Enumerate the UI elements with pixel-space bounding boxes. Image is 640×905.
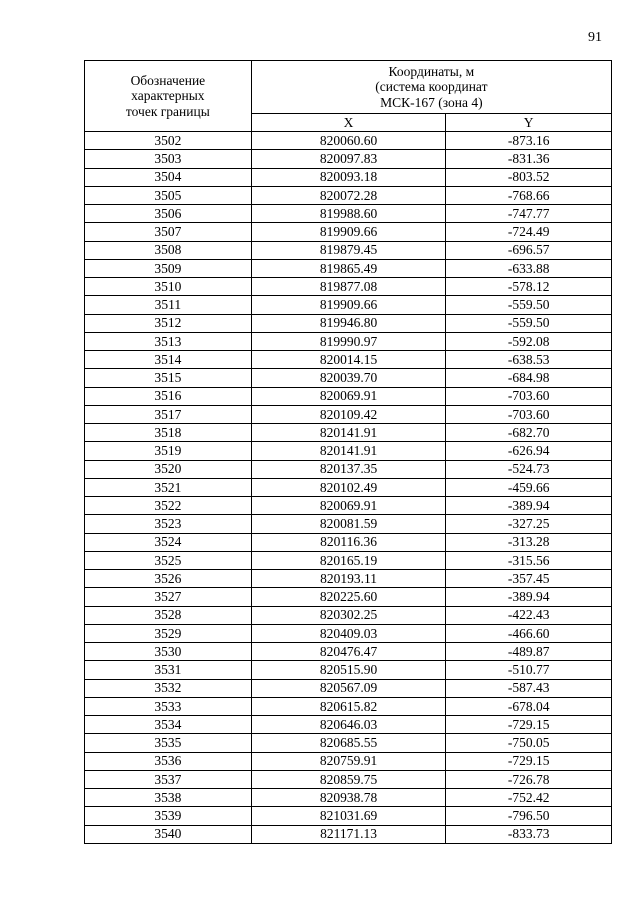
y-coordinate-cell: -510.77 bbox=[446, 661, 612, 679]
y-coordinate-cell: -524.73 bbox=[446, 460, 612, 478]
point-id-cell: 3517 bbox=[85, 405, 252, 423]
x-coordinate-cell: 820515.90 bbox=[251, 661, 446, 679]
table-header bbox=[85, 61, 612, 132]
table-row bbox=[85, 661, 612, 679]
x-coordinate-cell: 820302.25 bbox=[251, 606, 446, 624]
y-coordinate-cell: -422.43 bbox=[446, 606, 612, 624]
table-row bbox=[85, 132, 612, 150]
point-id-cell: 3533 bbox=[85, 697, 252, 715]
x-coordinate-cell: 820859.75 bbox=[251, 770, 446, 788]
point-id-cell: 3539 bbox=[85, 807, 252, 825]
y-coordinate-cell: -389.94 bbox=[446, 497, 612, 515]
table-row bbox=[85, 314, 612, 332]
y-coordinate-cell: -726.78 bbox=[446, 770, 612, 788]
y-coordinate-cell: -729.15 bbox=[446, 752, 612, 770]
point-id-cell: 3510 bbox=[85, 278, 252, 296]
x-coordinate-cell: 820409.03 bbox=[251, 624, 446, 642]
y-coordinate-cell: -696.57 bbox=[446, 241, 612, 259]
table-row bbox=[85, 770, 612, 788]
y-coordinate-cell: -578.12 bbox=[446, 278, 612, 296]
table-row bbox=[85, 825, 612, 843]
table-row bbox=[85, 697, 612, 715]
table-row bbox=[85, 497, 612, 515]
table-row bbox=[85, 351, 612, 369]
y-coordinate-cell: -724.49 bbox=[446, 223, 612, 241]
point-id-cell: 3512 bbox=[85, 314, 252, 332]
y-coordinate-cell: -703.60 bbox=[446, 405, 612, 423]
y-coordinate-cell: -873.16 bbox=[446, 132, 612, 150]
point-id-cell: 3522 bbox=[85, 497, 252, 515]
table-row bbox=[85, 606, 612, 624]
y-coordinate-cell: -559.50 bbox=[446, 296, 612, 314]
x-coordinate-cell: 820476.47 bbox=[251, 643, 446, 661]
y-coordinate-cell: -559.50 bbox=[446, 314, 612, 332]
x-coordinate-cell: 819877.08 bbox=[251, 278, 446, 296]
x-coordinate-cell: 821031.69 bbox=[251, 807, 446, 825]
point-id-cell: 3507 bbox=[85, 223, 252, 241]
point-id-cell: 3520 bbox=[85, 460, 252, 478]
point-id-cell: 3531 bbox=[85, 661, 252, 679]
point-id-cell: 3513 bbox=[85, 332, 252, 350]
table-row bbox=[85, 624, 612, 642]
table-row bbox=[85, 588, 612, 606]
point-id-cell: 3540 bbox=[85, 825, 252, 843]
x-coordinate-cell: 819879.45 bbox=[251, 241, 446, 259]
point-id-cell: 3526 bbox=[85, 570, 252, 588]
table-row bbox=[85, 259, 612, 277]
table-row bbox=[85, 332, 612, 350]
table-row bbox=[85, 752, 612, 770]
x-coordinate-cell: 820102.49 bbox=[251, 478, 446, 496]
point-id-cell: 3537 bbox=[85, 770, 252, 788]
x-coordinate-cell: 820081.59 bbox=[251, 515, 446, 533]
y-coordinate-cell: -357.45 bbox=[446, 570, 612, 588]
table-row bbox=[85, 241, 612, 259]
header-coordinates: Координаты, м (система координат МСК-167 (зона 4) bbox=[251, 61, 611, 114]
table-row bbox=[85, 460, 612, 478]
table-row bbox=[85, 278, 612, 296]
x-coordinate-cell: 820116.36 bbox=[251, 533, 446, 551]
point-id-cell: 3514 bbox=[85, 351, 252, 369]
table-row bbox=[85, 533, 612, 551]
point-id-cell: 3521 bbox=[85, 478, 252, 496]
table-body bbox=[85, 132, 612, 844]
point-id-cell: 3528 bbox=[85, 606, 252, 624]
header-y: Y bbox=[446, 114, 612, 132]
point-id-cell: 3506 bbox=[85, 205, 252, 223]
page-number: 91 bbox=[588, 30, 602, 45]
header-points: Обозначение характерных точек границы bbox=[85, 61, 252, 132]
table-row bbox=[85, 205, 612, 223]
x-coordinate-cell: 820014.15 bbox=[251, 351, 446, 369]
y-coordinate-cell: -633.88 bbox=[446, 259, 612, 277]
x-coordinate-cell: 819909.66 bbox=[251, 296, 446, 314]
point-id-cell: 3536 bbox=[85, 752, 252, 770]
y-coordinate-cell: -803.52 bbox=[446, 168, 612, 186]
table-row bbox=[85, 223, 612, 241]
table-row bbox=[85, 387, 612, 405]
x-coordinate-cell: 821171.13 bbox=[251, 825, 446, 843]
table-row bbox=[85, 369, 612, 387]
y-coordinate-cell: -831.36 bbox=[446, 150, 612, 168]
y-coordinate-cell: -592.08 bbox=[446, 332, 612, 350]
table-row bbox=[85, 186, 612, 204]
table-row bbox=[85, 716, 612, 734]
y-coordinate-cell: -315.56 bbox=[446, 551, 612, 569]
table-row bbox=[85, 551, 612, 569]
point-id-cell: 3508 bbox=[85, 241, 252, 259]
x-coordinate-cell: 820225.60 bbox=[251, 588, 446, 606]
table-row bbox=[85, 515, 612, 533]
x-coordinate-cell: 819865.49 bbox=[251, 259, 446, 277]
point-id-cell: 3509 bbox=[85, 259, 252, 277]
point-id-cell: 3524 bbox=[85, 533, 252, 551]
x-coordinate-cell: 820097.83 bbox=[251, 150, 446, 168]
x-coordinate-cell: 820165.19 bbox=[251, 551, 446, 569]
point-id-cell: 3516 bbox=[85, 387, 252, 405]
point-id-cell: 3503 bbox=[85, 150, 252, 168]
y-coordinate-cell: -752.42 bbox=[446, 789, 612, 807]
point-id-cell: 3530 bbox=[85, 643, 252, 661]
table-row bbox=[85, 296, 612, 314]
table-row bbox=[85, 734, 612, 752]
y-coordinate-cell: -313.28 bbox=[446, 533, 612, 551]
table-row bbox=[85, 789, 612, 807]
point-id-cell: 3505 bbox=[85, 186, 252, 204]
point-id-cell: 3525 bbox=[85, 551, 252, 569]
point-id-cell: 3527 bbox=[85, 588, 252, 606]
table-row bbox=[85, 478, 612, 496]
y-coordinate-cell: -703.60 bbox=[446, 387, 612, 405]
y-coordinate-cell: -750.05 bbox=[446, 734, 612, 752]
y-coordinate-cell: -466.60 bbox=[446, 624, 612, 642]
y-coordinate-cell: -747.77 bbox=[446, 205, 612, 223]
y-coordinate-cell: -768.66 bbox=[446, 186, 612, 204]
point-id-cell: 3532 bbox=[85, 679, 252, 697]
table-row bbox=[85, 570, 612, 588]
x-coordinate-cell: 820072.28 bbox=[251, 186, 446, 204]
x-coordinate-cell: 820093.18 bbox=[251, 168, 446, 186]
table-row bbox=[85, 168, 612, 186]
x-coordinate-cell: 820039.70 bbox=[251, 369, 446, 387]
table-row bbox=[85, 807, 612, 825]
x-coordinate-cell: 819988.60 bbox=[251, 205, 446, 223]
y-coordinate-cell: -684.98 bbox=[446, 369, 612, 387]
table-row bbox=[85, 643, 612, 661]
point-id-cell: 3504 bbox=[85, 168, 252, 186]
y-coordinate-cell: -389.94 bbox=[446, 588, 612, 606]
table-row bbox=[85, 424, 612, 442]
x-coordinate-cell: 820069.91 bbox=[251, 387, 446, 405]
table-row bbox=[85, 442, 612, 460]
y-coordinate-cell: -729.15 bbox=[446, 716, 612, 734]
x-coordinate-cell: 819990.97 bbox=[251, 332, 446, 350]
x-coordinate-cell: 820137.35 bbox=[251, 460, 446, 478]
x-coordinate-cell: 819946.80 bbox=[251, 314, 446, 332]
x-coordinate-cell: 820060.60 bbox=[251, 132, 446, 150]
x-coordinate-cell: 820193.11 bbox=[251, 570, 446, 588]
x-coordinate-cell: 820141.91 bbox=[251, 424, 446, 442]
x-coordinate-cell: 820685.55 bbox=[251, 734, 446, 752]
x-coordinate-cell: 820109.42 bbox=[251, 405, 446, 423]
y-coordinate-cell: -678.04 bbox=[446, 697, 612, 715]
x-coordinate-cell: 820567.09 bbox=[251, 679, 446, 697]
point-id-cell: 3511 bbox=[85, 296, 252, 314]
point-id-cell: 3502 bbox=[85, 132, 252, 150]
point-id-cell: 3518 bbox=[85, 424, 252, 442]
x-coordinate-cell: 820069.91 bbox=[251, 497, 446, 515]
y-coordinate-cell: -327.25 bbox=[446, 515, 612, 533]
point-id-cell: 3529 bbox=[85, 624, 252, 642]
y-coordinate-cell: -796.50 bbox=[446, 807, 612, 825]
x-coordinate-cell: 820141.91 bbox=[251, 442, 446, 460]
y-coordinate-cell: -626.94 bbox=[446, 442, 612, 460]
table-row bbox=[85, 405, 612, 423]
point-id-cell: 3519 bbox=[85, 442, 252, 460]
point-id-cell: 3523 bbox=[85, 515, 252, 533]
coordinates-table bbox=[84, 60, 612, 844]
y-coordinate-cell: -638.53 bbox=[446, 351, 612, 369]
point-id-cell: 3538 bbox=[85, 789, 252, 807]
y-coordinate-cell: -489.87 bbox=[446, 643, 612, 661]
point-id-cell: 3535 bbox=[85, 734, 252, 752]
x-coordinate-cell: 820938.78 bbox=[251, 789, 446, 807]
x-coordinate-cell: 820759.91 bbox=[251, 752, 446, 770]
table-row bbox=[85, 150, 612, 168]
table-row bbox=[85, 679, 612, 697]
y-coordinate-cell: -682.70 bbox=[446, 424, 612, 442]
x-coordinate-cell: 819909.66 bbox=[251, 223, 446, 241]
header-x: X bbox=[251, 114, 446, 132]
x-coordinate-cell: 820615.82 bbox=[251, 697, 446, 715]
point-id-cell: 3534 bbox=[85, 716, 252, 734]
x-coordinate-cell: 820646.03 bbox=[251, 716, 446, 734]
y-coordinate-cell: -833.73 bbox=[446, 825, 612, 843]
y-coordinate-cell: -459.66 bbox=[446, 478, 612, 496]
y-coordinate-cell: -587.43 bbox=[446, 679, 612, 697]
point-id-cell: 3515 bbox=[85, 369, 252, 387]
